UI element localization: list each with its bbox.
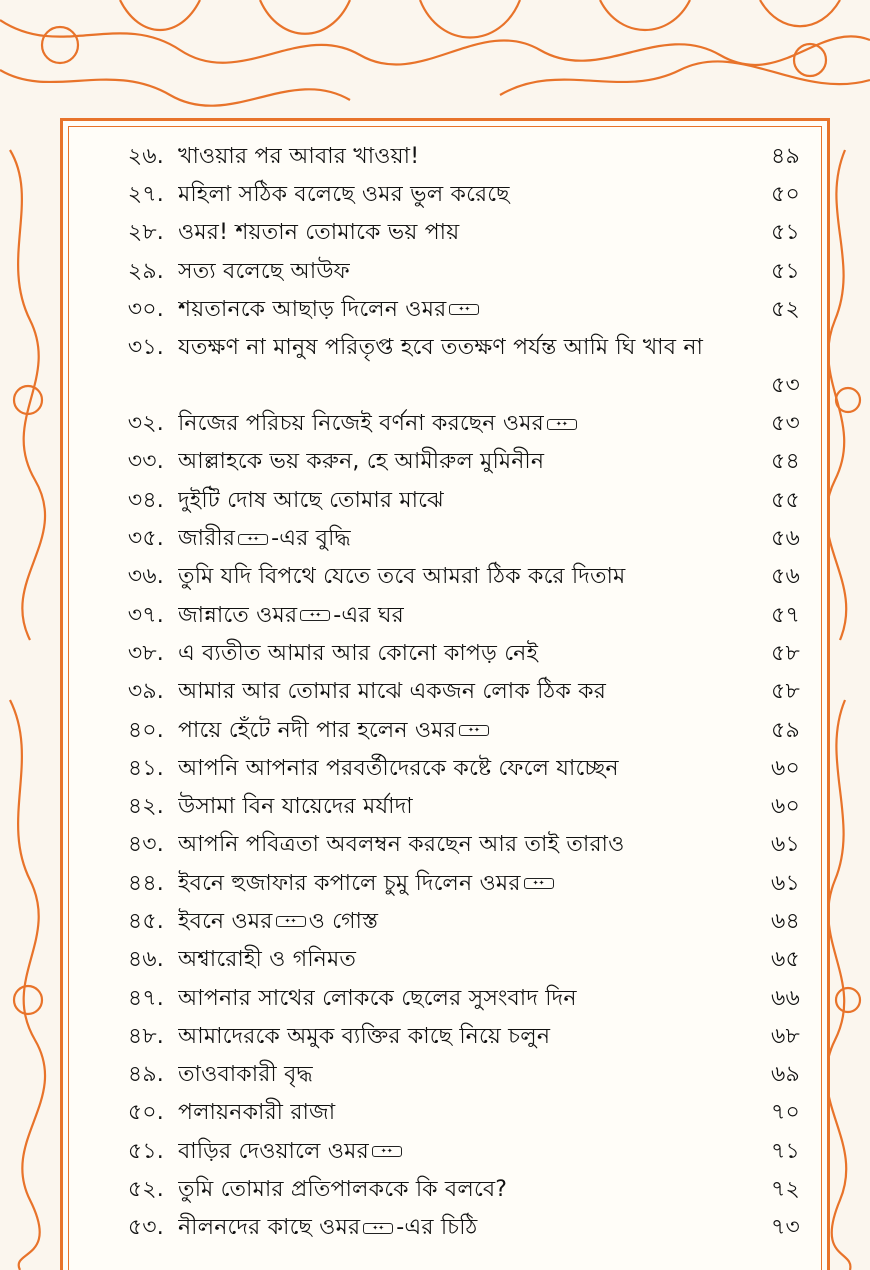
table-of-contents bbox=[100, 138, 800, 1248]
entry-page: ৬০ bbox=[770, 794, 800, 820]
entry-page: ৫৮ bbox=[771, 679, 800, 705]
entry-title: ওমর! শয়তান তোমাকে ভয় পায় bbox=[178, 220, 460, 246]
entry-title: নিজের পরিচয় নিজেই বর্ণনা করছেন ওমর ✦✦ bbox=[178, 406, 740, 443]
toc-entry bbox=[100, 903, 800, 941]
entry-number: ৪৫. bbox=[127, 908, 164, 934]
entry-number: ৪৩. bbox=[127, 832, 164, 858]
entry-page: ৫৩ bbox=[771, 373, 800, 399]
toc-entry bbox=[100, 635, 800, 673]
toc-entry bbox=[100, 176, 800, 214]
entry-title: ইবনে ওমর ✦✦ ও গোস্ত bbox=[178, 908, 379, 934]
toc-entry bbox=[100, 1171, 800, 1209]
toc-entry bbox=[100, 1210, 800, 1248]
entry-title: আপনি পবিত্রতা অবলম্বন করছেন আর তাই তারাও bbox=[178, 832, 625, 858]
toc-entry bbox=[100, 1133, 800, 1171]
entry-number: ৩৭. bbox=[127, 602, 164, 628]
entry-page: ৭১ bbox=[771, 1138, 800, 1164]
toc-entry bbox=[100, 750, 800, 788]
entry-title: জারীর ✦✦ -এর বুদ্ধি bbox=[178, 526, 351, 552]
toc-entry bbox=[100, 253, 800, 291]
entry-title: ইবনে হুজাফার কপালে চুমু দিলেন ওমর ✦✦ bbox=[178, 866, 740, 903]
toc-entry bbox=[100, 291, 800, 329]
toc-entry bbox=[100, 865, 800, 903]
entry-page: ৬৪ bbox=[771, 908, 800, 934]
entry-number: ৩৪. bbox=[127, 487, 164, 513]
entry-number: ৩০. bbox=[127, 296, 164, 322]
entry-page: ৫১ bbox=[771, 220, 800, 246]
entry-number: ২৬. bbox=[127, 143, 164, 169]
entry-page: ৭০ bbox=[770, 1100, 800, 1126]
toc-entry bbox=[100, 1018, 800, 1056]
entry-page: ৫০ bbox=[771, 181, 800, 207]
entry-page: ৫৮ bbox=[771, 640, 800, 666]
entry-page: ৫৯ bbox=[771, 717, 800, 743]
entry-page: ৫১ bbox=[771, 258, 800, 284]
entry-number: ৩৯. bbox=[127, 679, 164, 705]
entry-number: ৪৮. bbox=[127, 1023, 164, 1049]
entry-number: ৫২. bbox=[127, 1177, 164, 1203]
toc-entry bbox=[100, 559, 800, 597]
entry-title: উসামা বিন যায়েদের মর্যাদা bbox=[178, 794, 413, 820]
entry-title: মহিলা সঠিক বলেছে ওমর ভুল করেছে bbox=[178, 181, 510, 207]
toc-entry bbox=[100, 788, 800, 826]
entry-number: ৫৩. bbox=[127, 1215, 164, 1241]
toc-entry bbox=[100, 405, 800, 443]
entry-number: ২৮. bbox=[127, 220, 164, 246]
entry-number: ২৭. bbox=[127, 181, 164, 207]
radiyallahu-anhu-calligraphy-icon: ✦✦ bbox=[524, 878, 554, 889]
entry-page: ৫৩ bbox=[771, 411, 800, 437]
toc-entry bbox=[100, 138, 800, 176]
toc-entry bbox=[100, 329, 800, 405]
entry-page: ৬০ bbox=[770, 755, 800, 781]
toc-entry bbox=[100, 520, 800, 558]
entry-page: ৫৬ bbox=[771, 526, 800, 552]
entry-title: পলায়নকারী রাজা bbox=[178, 1100, 336, 1126]
entry-page: ৫৬ bbox=[771, 564, 800, 590]
entry-page: ৫২ bbox=[771, 296, 800, 322]
entry-page: ৬৬ bbox=[770, 985, 800, 1011]
entry-number: ৩৬. bbox=[127, 564, 164, 590]
radiyallahu-anhu-calligraphy-icon: ✦✦ bbox=[449, 304, 479, 315]
entry-page: ৫৫ bbox=[771, 487, 800, 513]
entry-page: ৬৯ bbox=[771, 1062, 800, 1088]
entry-number: ৪০. bbox=[127, 717, 164, 743]
entry-number: ৫০. bbox=[127, 1100, 164, 1126]
toc-entry bbox=[100, 827, 800, 865]
toc-entry bbox=[100, 1095, 800, 1133]
entry-title: যতক্ষণ না মানুষ পরিতৃপ্ত হবে ততক্ষণ পর্যন্ত আমি ঘি খাব না bbox=[178, 335, 704, 361]
entry-title: আমার আর তোমার মাঝে একজন লোক ঠিক কর bbox=[178, 679, 607, 705]
toc-entry bbox=[100, 215, 800, 253]
toc-entry bbox=[100, 674, 800, 712]
entry-page: ৭২ bbox=[770, 1177, 800, 1203]
radiyallahu-anhu-calligraphy-icon: ✦✦ bbox=[459, 725, 489, 736]
entry-number: ৩১. bbox=[127, 335, 164, 361]
toc-entry bbox=[100, 482, 800, 520]
toc-entry bbox=[100, 597, 800, 635]
entry-number: ২৯. bbox=[127, 258, 164, 284]
toc-entry bbox=[100, 712, 800, 750]
entry-number: ৪৬. bbox=[127, 947, 164, 973]
entry-number: ৩৫. bbox=[127, 526, 164, 552]
entry-page: ৬৫ bbox=[771, 947, 800, 973]
entry-title: আমাদেরকে অমুক ব্যক্তির কাছে নিয়ে চলুন bbox=[178, 1023, 551, 1049]
entry-number: ৪৭. bbox=[127, 985, 164, 1011]
entry-title: খাওয়ার পর আবার খাওয়া! bbox=[178, 143, 420, 169]
entry-number: ৪১. bbox=[127, 755, 164, 781]
entry-number: ৪২. bbox=[127, 794, 164, 820]
radiyallahu-anhu-calligraphy-icon: ✦✦ bbox=[300, 610, 330, 621]
entry-number: ৪৯. bbox=[127, 1062, 164, 1088]
entry-title: শয়তানকে আছাড় দিলেন ওমর ✦✦ bbox=[178, 292, 740, 329]
entry-title: নীলনদের কাছে ওমর ✦✦ -এর চিঠি bbox=[178, 1215, 478, 1241]
entry-title: জান্নাতে ওমর ✦✦ -এর ঘর bbox=[178, 602, 404, 628]
entry-title: সত্য বলেছে আউফ bbox=[178, 258, 350, 284]
entry-title: বাড়ির দেওয়ালে ওমর ✦✦ bbox=[178, 1134, 740, 1171]
entry-number: ৩৩. bbox=[127, 449, 164, 475]
toc-entry bbox=[100, 444, 800, 482]
toc-entry bbox=[100, 942, 800, 980]
entry-page: ৪৯ bbox=[771, 143, 800, 169]
entry-number: ৫১. bbox=[127, 1138, 164, 1164]
entry-title: তাওবাকারী বৃদ্ধ bbox=[178, 1062, 313, 1088]
toc-entry bbox=[100, 980, 800, 1018]
entry-title: আপনার সাথের লোককে ছেলের সুসংবাদ দিন bbox=[178, 985, 577, 1011]
entry-page: ৭৩ bbox=[770, 1215, 800, 1241]
entry-page: ৫৪ bbox=[771, 449, 800, 475]
radiyallahu-anhu-calligraphy-icon: ✦✦ bbox=[276, 916, 306, 927]
entry-page: ৬১ bbox=[771, 832, 800, 858]
entry-page: ৫৭ bbox=[771, 602, 800, 628]
entry-title: পায়ে হেঁটে নদী পার হলেন ওমর ✦✦ bbox=[178, 713, 740, 750]
entry-page: ৬১ bbox=[771, 870, 800, 896]
entry-number: ৩৮. bbox=[127, 640, 164, 666]
entry-title: তুমি তোমার প্রতিপালককে কি বলবে? bbox=[178, 1177, 508, 1203]
entry-title: অশ্বারোহী ও গনিমত bbox=[178, 947, 357, 973]
entry-number: ৩২. bbox=[127, 411, 164, 437]
entry-title: তুমি যদি বিপথে যেতে তবে আমরা ঠিক করে দিতাম bbox=[178, 564, 626, 590]
entry-title: দুইটি দোষ আছে তোমার মাঝে bbox=[178, 487, 444, 513]
toc-entry bbox=[100, 1057, 800, 1095]
radiyallahu-anhu-calligraphy-icon: ✦✦ bbox=[238, 534, 268, 545]
radiyallahu-anhu-calligraphy-icon: ✦✦ bbox=[372, 1146, 402, 1157]
entry-page: ৬৮ bbox=[771, 1023, 800, 1049]
radiyallahu-anhu-calligraphy-icon: ✦✦ bbox=[547, 419, 577, 430]
entry-number: ৪৪. bbox=[127, 870, 164, 896]
entry-title: আল্লাহকে ভয় করুন, হে আমীরুল মুমিনীন bbox=[178, 449, 545, 475]
entry-title: এ ব্যতীত আমার আর কোনো কাপড় নেই bbox=[178, 640, 539, 666]
radiyallahu-anhu-calligraphy-icon: ✦✦ bbox=[363, 1223, 393, 1234]
entry-title: আপনি আপনার পরবর্তীদেরকে কষ্টে ফেলে যাচ্ছেন bbox=[178, 755, 619, 781]
